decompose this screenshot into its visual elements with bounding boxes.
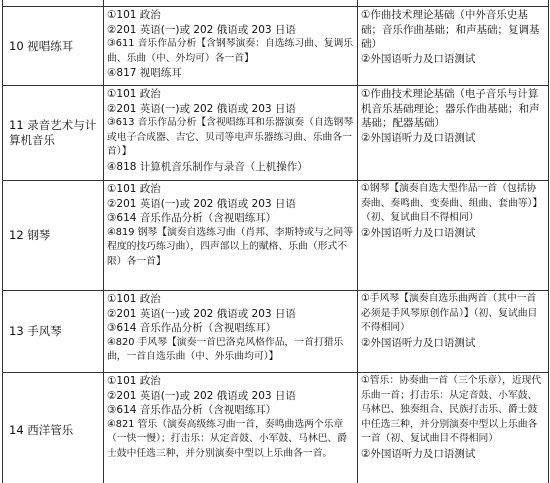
subject-line: ②201 英语(一)或 202 俄语或 203 日语 [107,23,296,36]
major-cell: 14 西洋管乐 [3,373,104,483]
subject-line: ①101 政治 [107,88,161,100]
subject-line: ③613 音乐作品分析【含视唱练耳和乐器演奏（自选钢琴或电子合成器、吉它、贝司等电声乐器练习曲、乐曲各一首）】 [107,117,354,158]
subject-line: ④819 钢琴【演奏自选练习曲（肖邦、李斯特或与之同等程度的技巧练习曲），四声部以上的赋格、乐曲（形式不限）各一首】 [107,226,354,267]
subject-line: ④821 管乐（演奏高级练习曲一首，奏鸣曲选两个乐章（一快一慢）；打击乐：从定音鼓、小军鼓、马林巴、爵士鼓中任选三种，并分别演奏中型以上乐曲各一首。 [107,418,348,459]
requirement-line: ①手风琴【演奏自选乐曲两首（其中一首必须是手风琴原创作品）】（初、复试曲目不得相同） [361,293,538,334]
requirement-line: ①管乐：协奏曲一首（三个乐章），近现代乐曲一首；打击乐：从定音鼓、小军鼓、马林巴、独奏组合、民族打击乐、爵士鼓中任选三种，并分别演奏中型以上乐曲各一首（初、复试曲目不得相同） [361,375,542,445]
table-row [3,7,549,86]
requirements-cell [358,373,549,483]
requirement-line: ①作曲技术理论基础（中外音乐史基础；音乐作曲基础；和声基础；复调基础） [361,9,540,51]
subject-line: ④817 视唱练耳 [107,67,182,80]
subject-line: ②201 英语(一)或 202 俄语或 203 日语 [107,389,296,402]
subject-line: ③614 音乐作品分析（含视唱练耳） [107,404,277,417]
major-cell: 12 钢琴 [3,181,104,291]
subjects-cell [104,181,358,291]
subject-line: ②201 英语(一)或 202 俄语或 203 日语 [107,307,296,320]
major-cell: 10 视唱练耳 [3,7,104,86]
major-cell: 13 手风琴 [3,291,104,373]
table-row [3,86,549,181]
subject-line: ②201 英语(一)或 202 俄语或 203 日语 [107,102,296,115]
requirement-line: ②外国语听力及口语测试 [361,52,476,65]
subjects-cell [104,7,358,86]
subject-line: ①101 政治 [107,375,161,387]
subject-line: ②201 英语(一)或 202 俄语或 203 日语 [107,197,296,210]
subject-line: ①101 政治 [107,293,161,305]
table-row [3,181,549,291]
table-row [3,373,549,483]
table-row [3,291,549,373]
subject-line: ①101 政治 [107,9,161,21]
requirements-cell [358,7,549,86]
subject-line: ④818 计算机音乐制作与录音（上机操作） [107,160,308,173]
requirement-line: ②外国语听力及口语测试 [361,131,476,144]
major-cell: 11 录音艺术与计算机音乐 [3,86,104,181]
subjects-cell [104,373,358,483]
requirement-line: ②外国语听力及口语测试 [361,226,476,239]
subject-line: ③614 音乐作品分析（含视唱练耳） [107,322,277,335]
requirement-line: ①作曲技术理论基础（电子音乐与计算机音乐基础理论；器乐作曲基础；和声基础；配器基础） [361,88,540,130]
requirement-line: ①钢琴【演奏自选大型作品一首（包括协奏曲、奏鸣曲、变奏曲、组曲、套曲等）】（初、复试曲目不得相同） [361,183,543,224]
requirements-cell [358,181,549,291]
requirement-line: ②外国语听力及口语测试 [361,447,476,460]
requirements-cell [358,86,549,181]
subject-line: ③614 音乐作品分析（含视唱练耳） [107,212,277,225]
subject-line: ③611 音乐作品分析【含钢琴演奏：自选练习曲、复调乐曲、乐曲（中、外均可）各一首】 [107,38,354,64]
admission-subjects-table [2,0,549,483]
requirement-line: ②外国语听力及口语测试 [361,336,476,349]
subjects-cell [104,291,358,373]
subjects-cell [104,86,358,181]
requirements-cell [358,291,549,373]
subject-line: ①101 政治 [107,183,161,195]
subject-line: ④820 手风琴【演奏一首巴洛克风格作品，一首打猎乐曲，一首自选乐曲（中、外乐曲均可）】 [107,336,344,363]
